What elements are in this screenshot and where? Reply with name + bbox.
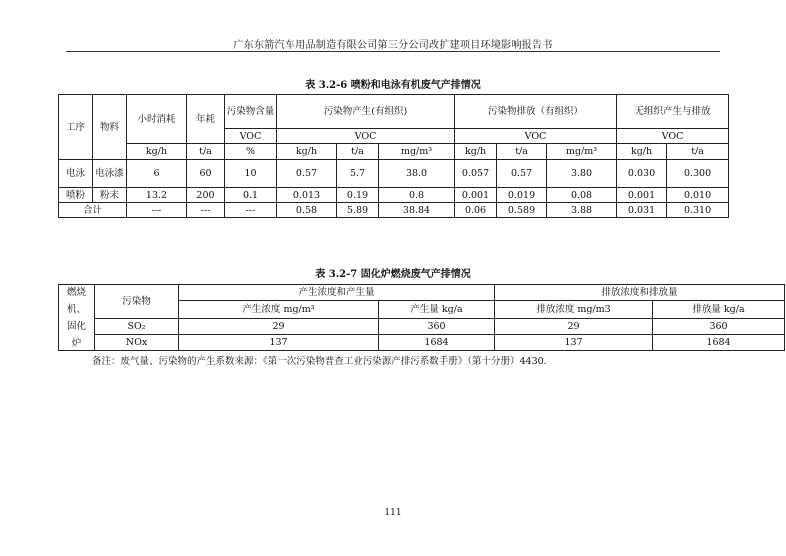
cell-value: ---	[187, 203, 225, 218]
header-voc: VOC	[617, 129, 729, 144]
header-voc: VOC	[455, 129, 617, 144]
cell-value: 0.19	[337, 188, 379, 203]
cell-value: 29	[179, 319, 379, 335]
source-line: 燃烧	[66, 286, 86, 298]
cell-value: 0.057	[455, 160, 497, 188]
header-gen-amount: 产生量 kg/a	[379, 301, 495, 319]
cell-value: 0.310	[667, 203, 729, 218]
unit-cell: kg/h	[277, 144, 337, 160]
cell-value: 38.0	[379, 160, 455, 188]
header-annual-consumption: 年耗	[187, 95, 225, 144]
header-voc: VOC	[277, 129, 455, 144]
table1-caption: 表 3.2-6 喷粉和电泳有机废气产排情况	[305, 80, 481, 91]
cell-value: 0.58	[277, 203, 337, 218]
cell-pollutant: SO₂	[95, 319, 179, 335]
table-row	[59, 188, 729, 203]
cell-value: 0.06	[455, 203, 497, 218]
cell-value: 0.019	[497, 188, 547, 203]
unit-cell: kg/h	[617, 144, 667, 160]
cell-value: 360	[379, 319, 495, 335]
cell-value: 0.57	[497, 160, 547, 188]
header-emit-amount: 排放量 kg/a	[653, 301, 785, 319]
cell-process: 喷粉	[59, 188, 93, 203]
cell-value: 0.300	[667, 160, 729, 188]
header-generated-group: 产生浓度和产生量	[179, 285, 495, 301]
cell-value: 0.8	[379, 188, 455, 203]
cell-process: 电泳	[59, 160, 93, 188]
unit-cell: t/a	[497, 144, 547, 160]
cell-value: 5.7	[337, 160, 379, 188]
cell-value: 137	[179, 335, 379, 351]
table-row	[59, 319, 785, 335]
page-number: 111	[384, 508, 402, 518]
unit-cell: t/a	[337, 144, 379, 160]
table-row	[59, 335, 785, 351]
cell-value: 3.88	[547, 203, 617, 218]
table-total-row	[59, 203, 729, 218]
unit-cell: t/a	[187, 144, 225, 160]
cell-value: 5.89	[337, 203, 379, 218]
cell-value: 0.1	[225, 188, 277, 203]
cell-value: 0.030	[617, 160, 667, 188]
cell-value: 10	[225, 160, 277, 188]
header-divider	[66, 51, 720, 52]
cell-value: 360	[653, 319, 785, 335]
cell-value: 0.08	[547, 188, 617, 203]
cell-value: ---	[127, 203, 187, 218]
unit-cell: mg/m³	[547, 144, 617, 160]
unit-cell: t/a	[667, 144, 729, 160]
cell-value: 0.589	[497, 203, 547, 218]
header-emitted-organized: 污染物排放（有组织）	[455, 95, 617, 129]
header-fugitive: 无组织产生与排放	[617, 95, 729, 129]
header-emitted-group: 排放浓度和排放量	[495, 285, 785, 301]
source-line: 机、	[66, 303, 86, 315]
cell-value: 137	[495, 335, 653, 351]
table-note: 备注：废气量、污染物的产生系数来源：《第一次污染物普查工业污染源产排污系数手册》（第十分册）4430.	[92, 356, 547, 367]
cell-pollutant: NOx	[95, 335, 179, 351]
unit-cell: kg/h	[127, 144, 187, 160]
cell-value: 13.2	[127, 188, 187, 203]
unit-cell: %	[225, 144, 277, 160]
cell-value: 200	[187, 188, 225, 203]
cell-value: 0.57	[277, 160, 337, 188]
header-generated-organized: 污染物产生(有组织)	[277, 95, 455, 129]
cell-value: 29	[495, 319, 653, 335]
header-emit-concentration: 排放浓度 mg/m3	[495, 301, 653, 319]
cell-value: 0.001	[455, 188, 497, 203]
header-pollutant-content: 污染物含量	[225, 95, 277, 129]
page-header: 广东东箭汽车用品制造有限公司第三分公司改扩建项目环境影响报告书	[233, 40, 553, 51]
header-voc: VOC	[225, 129, 277, 144]
cell-total-label: 合计	[59, 203, 127, 218]
header-hourly-consumption: 小时消耗	[127, 95, 187, 144]
table-spray-electrophoresis-voc	[58, 94, 729, 218]
table-curing-oven-combustion	[58, 284, 785, 351]
cell-value: 38.84	[379, 203, 455, 218]
cell-value: 0.013	[277, 188, 337, 203]
header-source	[59, 285, 95, 351]
unit-cell: mg/m³	[379, 144, 455, 160]
cell-value: 0.031	[617, 203, 667, 218]
cell-value: 0.010	[667, 188, 729, 203]
header-gen-concentration: 产生浓度 mg/m³	[179, 301, 379, 319]
cell-value: 1684	[379, 335, 495, 351]
source-line: 固化	[66, 320, 86, 332]
header-pollutant: 污染物	[95, 285, 179, 319]
header-material: 物料	[93, 95, 127, 160]
cell-value: 1684	[653, 335, 785, 351]
cell-value: 6	[127, 160, 187, 188]
table-row	[59, 160, 729, 188]
cell-value: 60	[187, 160, 225, 188]
header-process: 工序	[59, 95, 93, 160]
unit-cell: kg/h	[455, 144, 497, 160]
cell-material: 电泳漆	[93, 160, 127, 188]
cell-value: 3.80	[547, 160, 617, 188]
source-line: 炉	[71, 337, 82, 349]
table2-caption: 表 3.2-7 固化炉燃烧废气产排情况	[315, 269, 471, 280]
cell-value: ---	[225, 203, 277, 218]
cell-material: 粉末	[93, 188, 127, 203]
cell-value: 0.001	[617, 188, 667, 203]
